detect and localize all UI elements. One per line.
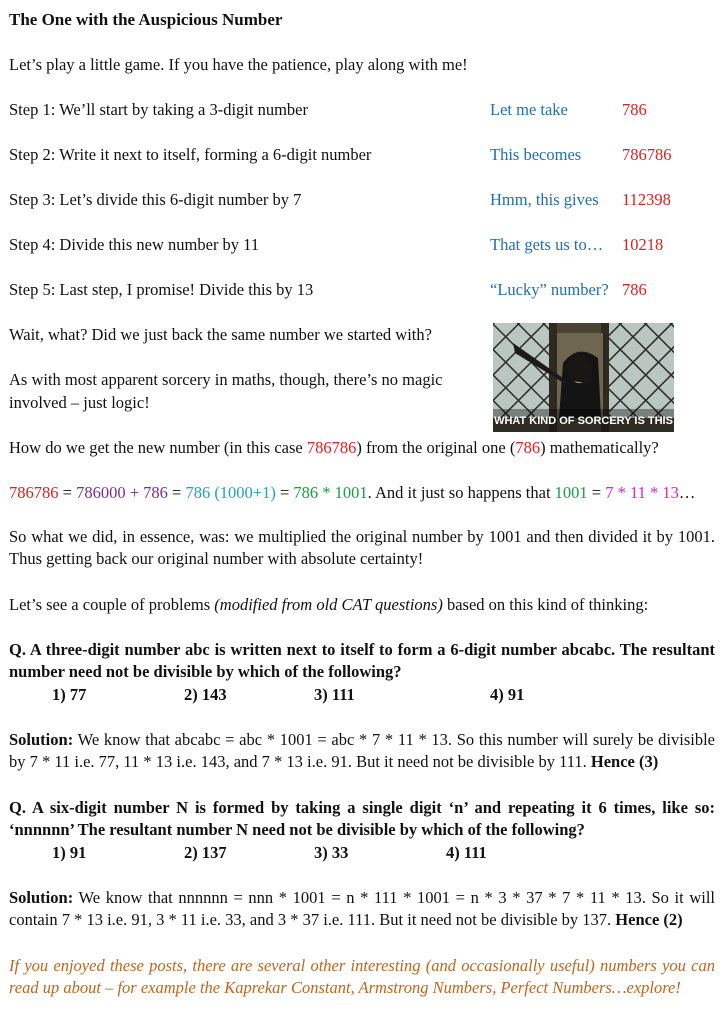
how-number-original: 786: [515, 438, 541, 457]
step-value: 10218: [622, 235, 664, 254]
question-2-option: 4) 111: [446, 843, 487, 862]
question-1-option: 1) 77: [52, 685, 87, 704]
step-value: 786: [622, 100, 647, 119]
equation-sign: =: [587, 483, 606, 502]
meme-caption: WHAT KIND OF SORCERY IS THIS: [494, 415, 673, 427]
question-2-solution: [9, 887, 715, 931]
sorcery-meme-image: [493, 323, 674, 432]
equation-sign: =: [275, 483, 294, 502]
equation-sign: =: [58, 483, 77, 502]
footer-note: If you enjoyed these posts, there are several other interesting (and occasionally useful) numbers you can read up about – for example the Kaprekar Constant, Armstrong Numbers, Perfect Numbers…explore!: [9, 956, 715, 997]
equation-line: [9, 482, 695, 504]
how-text-3: ) mathematically?: [540, 438, 659, 457]
step-value: 786: [622, 280, 647, 299]
solution-label: Solution:: [9, 888, 74, 907]
problems-intro-italic: (modified from old CAT questions): [214, 595, 443, 614]
equation-term: 786786: [9, 483, 59, 502]
problems-intro-text-2: based on this kind of thinking:: [442, 595, 649, 614]
equation-term: 786000 + 786: [76, 483, 168, 502]
question-2-option: 2) 137: [184, 843, 227, 862]
step-value: 112398: [622, 190, 671, 209]
meme-illustration: [493, 323, 674, 432]
equation-sign: =: [167, 483, 186, 502]
problems-intro: [9, 594, 648, 616]
step-comment: Let me take: [490, 100, 568, 119]
question-1-option: 2) 143: [184, 685, 227, 704]
equation-term: 786 (1000+1): [185, 483, 276, 502]
solution-answer: Hence (3): [590, 752, 659, 771]
question-1-option: 3) 111: [314, 685, 355, 704]
summary-paragraph: So what we did, in essence, was: we multiplied the original number by 1001 and then divided it by 1001. Thus getting back our original number with absolute certainty!: [9, 527, 715, 568]
equation-ellipsis: …: [678, 483, 696, 502]
step-text: Step 5: Last step, I promise! Divide this by 13: [9, 280, 314, 299]
equation-text: . And it just so happens that: [367, 483, 555, 502]
step-comment: “Lucky” number?: [490, 280, 609, 299]
question-2-text: Q. A six-digit number N is formed by taking a single digit ‘n’ and repeating it 6 times, like so: ‘nnnnnn’ The resultant number N need not be divisible by which of the following?: [9, 798, 715, 839]
equation-term: 786 * 1001: [293, 483, 368, 502]
question-1-solution: [9, 729, 715, 773]
step-text: Step 1: We’ll start by taking a 3-digit number: [9, 100, 308, 119]
step-comment: That gets us to…: [490, 235, 604, 254]
wait-text: Wait, what? Did we just back the same number we started with?: [9, 325, 432, 344]
how-question: [9, 437, 659, 459]
solution-text: We know that nnnnnn = nnn * 1001 = n * 111 * 1001 = n * 3 * 37 * 7 * 11 * 13. So it will contain 7 * 13 i.e. 91, 3 * 11 i.e. 33, and 3 * 37 i.e. 111. But it need not be divisible by 137.: [9, 888, 715, 929]
equation-term: 7 * 11 * 13: [605, 483, 679, 502]
how-number-new: 786786: [306, 438, 357, 457]
question-2-option: 1) 91: [52, 843, 87, 862]
question-1-text: Q. A three-digit number abc is written next to itself to form a 6-digit number abcabc. The resultant number need not be divisible by which of the following?: [9, 640, 715, 681]
page-title: The One with the Auspicious Number: [9, 10, 283, 29]
solution-label: Solution:: [9, 730, 74, 749]
equation-term: 1001: [554, 483, 588, 502]
step-text: Step 4: Divide this new number by 11: [9, 235, 260, 254]
step-text: Step 2: Write it next to itself, forming a 6-digit number: [9, 145, 372, 164]
step-text: Step 3: Let’s divide this 6-digit number by 7: [9, 190, 302, 209]
step-comment: Hmm, this gives: [490, 190, 599, 209]
step-comment: This becomes: [490, 145, 582, 164]
how-text-1: How do we get the new number (in this case: [9, 438, 307, 457]
sorcery-text-line2: involved – just logic!: [9, 393, 150, 412]
intro-text: Let’s play a little game. If you have the patience, play along with me!: [9, 55, 468, 74]
solution-answer: Hence (2): [615, 910, 683, 929]
how-text-2: ) from the original one (: [356, 438, 516, 457]
sorcery-text-line1: As with most apparent sorcery in maths, though, there’s no magic: [9, 370, 443, 389]
question-2-option: 3) 33: [314, 843, 349, 862]
problems-intro-text-1: Let’s see a couple of problems: [9, 595, 215, 614]
question-1-option: 4) 91: [490, 685, 525, 704]
solution-text: We know that abcabc = abc * 1001 = abc * 7 * 11 * 13. So this number will surely be divisible by 7 * 11 i.e. 77, 11 * 13 i.e. 143, and 7 * 13 i.e. 91. But it need not be divisible by 111.: [9, 730, 715, 771]
step-value: 786786: [622, 145, 672, 164]
